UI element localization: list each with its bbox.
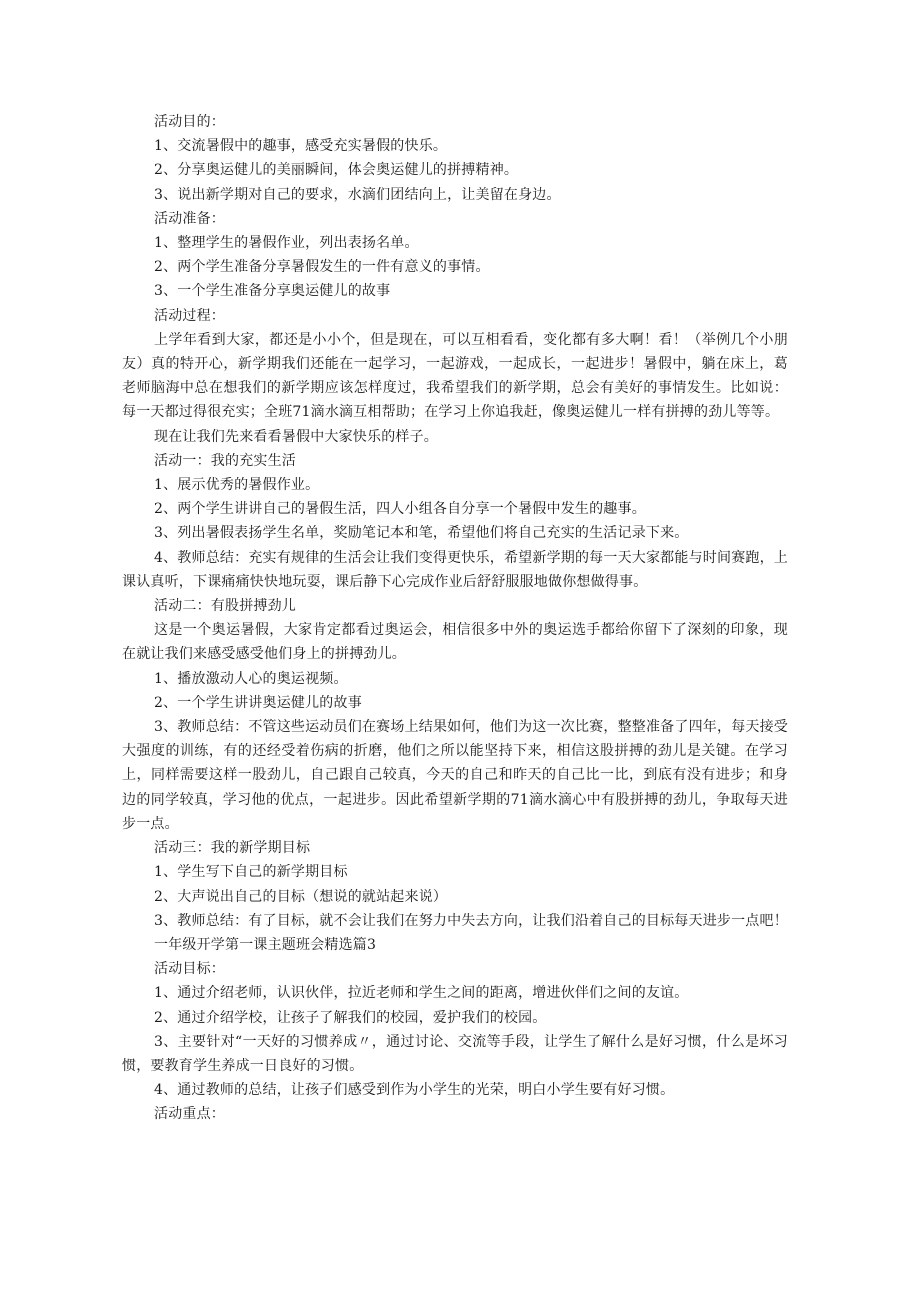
- paragraph: 活动三：我的新学期目标: [154, 840, 311, 857]
- paragraph: 1、通过介绍老师，认识伙伴，拉近老师和学生之间的距离，增进伙伴们之间的友谊。: [154, 985, 689, 1002]
- paragraph: 2、分享奥运健儿的美丽瞬间，体会奥运健儿的拼搏精神。: [154, 162, 519, 179]
- paragraph: 活动目的：: [154, 114, 225, 130]
- paragraph: 活动准备：: [154, 210, 225, 227]
- paragraph: 2、一个学生讲讲奥运健儿的故事: [154, 694, 362, 711]
- paragraph: 4、教师总结：充实有规律的生活会让我们变得更快乐，希望新学期的每一天大家都能与时间赛跑，上课认真听，下课痛痛快快地玩耍，课后静下心完成作业后舒舒服服地做你想做得事。: [122, 549, 788, 590]
- paragraph: 活动一：我的充实生活: [154, 452, 296, 469]
- paragraph: 1、播放激动人心的奥运视频。: [154, 670, 348, 687]
- paragraph: 活动目标：: [154, 961, 225, 978]
- paragraph: 3、教师总结：有了目标，就不会让我们在努力中失去方向，让我们沿着自己的目标每天进步一点吧！: [154, 912, 788, 929]
- paragraph: 3、说出新学期对自己的要求，水滴们团结向上，让美留在身边。: [154, 186, 561, 203]
- paragraph: 1、展示优秀的暑假作业。: [154, 477, 320, 494]
- paragraph: 3、教师总结：不管这些运动员们在赛场上结果如何，他们为这一次比赛，整整准备了四年，每天接受大强度的训练，有的还经受着伤病的折磨，他们之所以能坚持下来，相信这股拼搏的劲儿是关键。在学习上，同样需要这样一股劲儿，自己跟自己较真，今天的自己和昨天的自己比一比，到底有没有进步；和身边的同学较真，学习他的优点，一起进步。因此希望新学期的71滴水滴心中有股拼搏的劲儿，争取每天进步一点。: [122, 719, 788, 832]
- paragraph: 现在让我们先来看看暑假中大家快乐的样子。: [154, 428, 438, 445]
- paragraph: 1、交流暑假中的趣事，感受充实暑假的快乐。: [154, 138, 448, 155]
- paragraph: 2、两个学生准备分享暑假发生的一件有意义的事情。: [154, 259, 490, 276]
- paragraph: 3、一个学生准备分享奥运健儿的故事: [154, 283, 391, 300]
- paragraph: 1、学生写下自己的新学期目标: [154, 864, 348, 881]
- paragraph: 3、主要针对“一天好的习惯养成〃，通过讨论、交流等手段，让学生了解什么是好习惯，什么是坏习惯，要教育学生养成一日良好的习惯。: [122, 1033, 788, 1074]
- paragraph: 2、通过介绍学校，让孩子了解我们的校园，爱护我们的校园。: [154, 1009, 547, 1026]
- paragraph: 3、列出暑假表扬学生名单，奖励笔记本和笔，希望他们将自己充实的生活记录下来。: [154, 525, 689, 542]
- document-body: [122, 110, 788, 1127]
- paragraph: 这是一个奥运暑假，大家肯定都看过奥运会，相信很多中外的奥运选手都给你留下了深刻的印象，现在就让我们来感受感受他们身上的拼搏劲儿。: [122, 622, 788, 663]
- paragraph: 2、大声说出自己的目标（想说的就站起来说）: [154, 888, 448, 905]
- paragraph: 2、两个学生讲讲自己的暑假生活，四人小组各自分享一个暑假中发生的趣事。: [154, 501, 646, 518]
- paragraph: 活动二：有股拼搏劲儿: [154, 598, 296, 615]
- paragraph: 1、整理学生的暑假作业，列出表扬名单。: [154, 235, 419, 252]
- section-heading: 一年级开学第一课主题班会精选篇3: [154, 936, 377, 953]
- paragraph: 4、通过教师的总结，让孩子们感受到作为小学生的光荣，明白小学生要有好习惯。: [154, 1082, 675, 1099]
- paragraph: 活动重点：: [154, 1106, 225, 1123]
- paragraph: 上学年看到大家，都还是小小个，但是现在，可以互相看看，变化都有多大啊！看！（举例几个小朋友）真的特开心，新学期我们还能在一起学习，一起游戏，一起成长，一起进步！暑假中，躺在床上，葛老师脑海中总在想我们的新学期应该怎样度过，我希望我们的新学期，总会有美好的事情发生。比如说：每一天都过得很充实；全班71滴水滴互相帮助；在学习上你追我赶，像奥运健儿一样有拼搏的劲儿等等。: [122, 331, 788, 421]
- paragraph: 活动过程：: [154, 307, 225, 324]
